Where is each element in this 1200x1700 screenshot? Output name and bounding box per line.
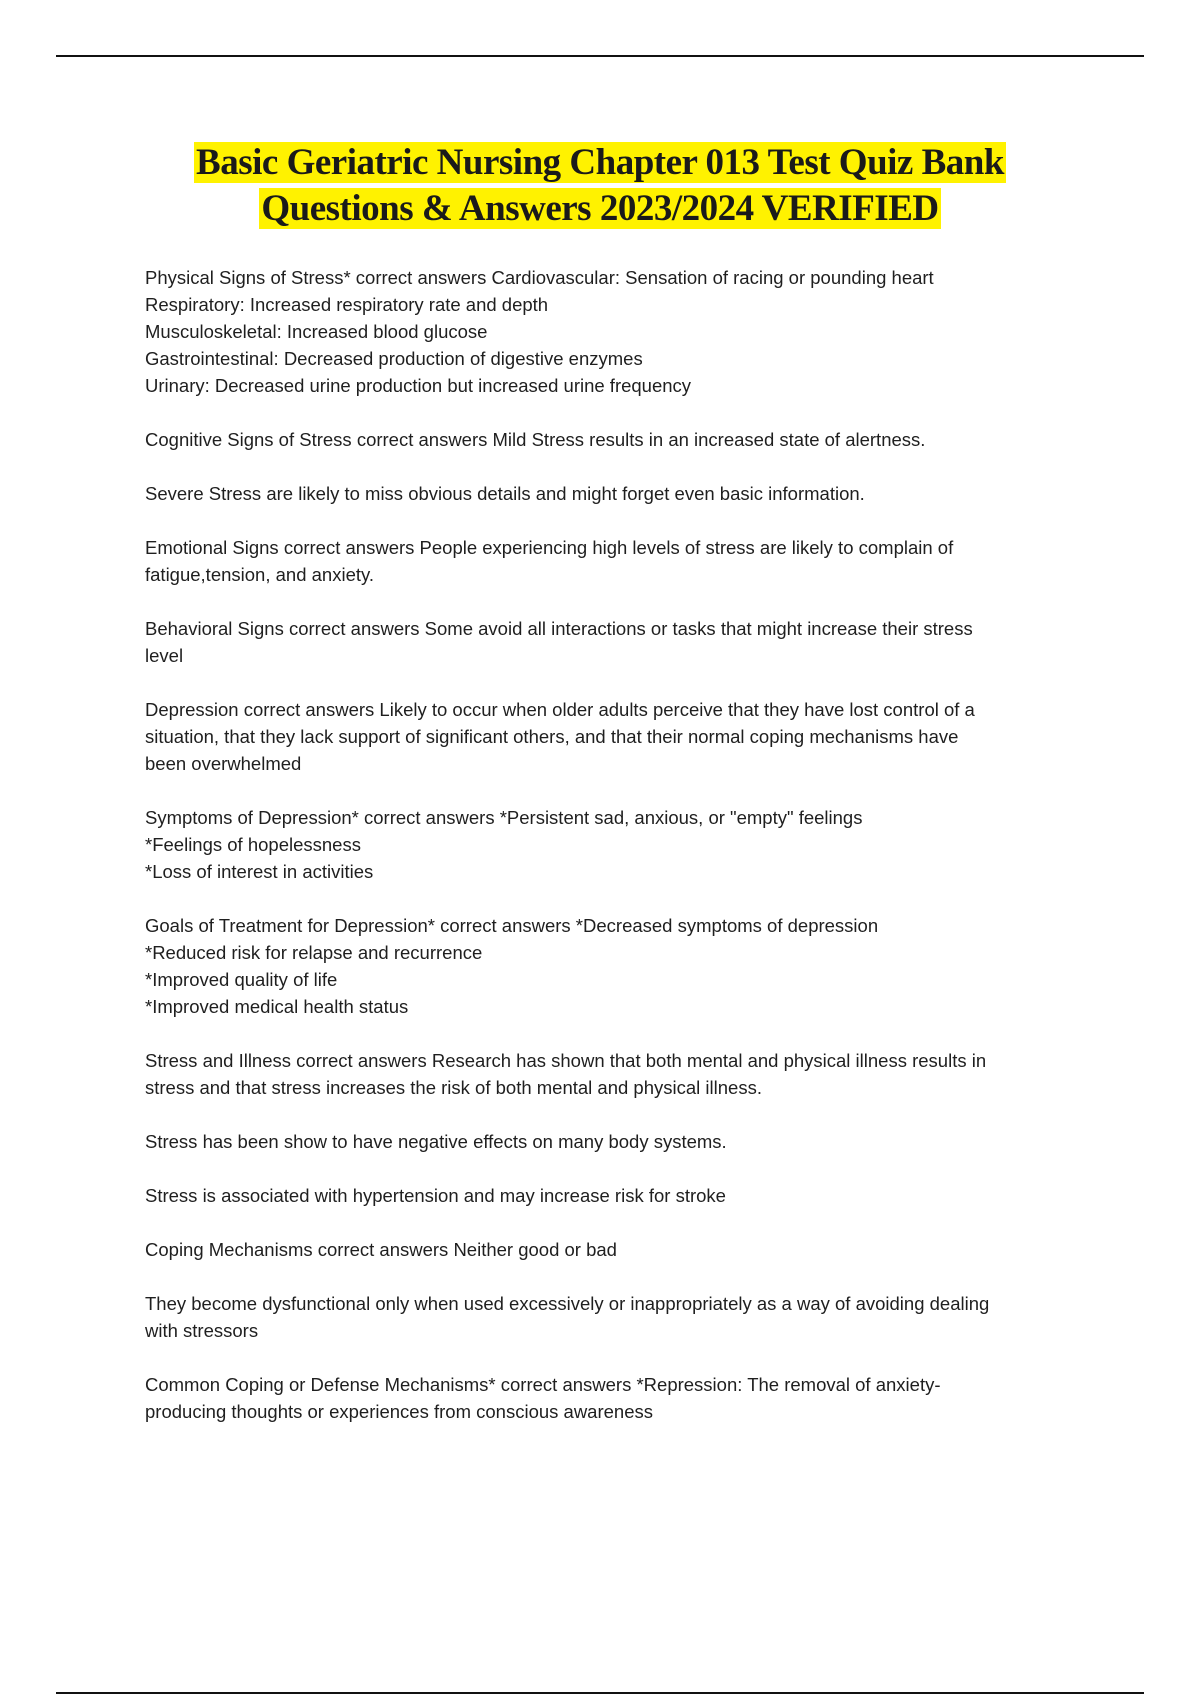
paragraph-line: *Feelings of hopelessness <box>145 834 361 855</box>
paragraph-line: Stress has been show to have negative effects on many body systems. <box>145 1131 727 1152</box>
paragraph-line: Common Coping or Defense Mechanisms* correct answers *Repression: The removal of anxiety- <box>145 1374 941 1395</box>
top-rule <box>56 55 1144 57</box>
paragraph-line: Symptoms of Depression* correct answers *Persistent sad, anxious, or "empty" feelings <box>145 807 863 828</box>
qa-paragraph <box>145 1290 1075 1344</box>
paragraph-line: Urinary: Decreased urine production but increased urine frequency <box>145 375 692 396</box>
qa-paragraph <box>145 1047 1075 1101</box>
paragraph-line: *Improved quality of life <box>145 969 338 990</box>
document-body <box>145 264 1075 1452</box>
paragraph-line: Stress is associated with hypertension and may increase risk for stroke <box>145 1185 726 1206</box>
qa-paragraph <box>145 264 1075 399</box>
paragraph-line: Respiratory: Increased respiratory rate and depth <box>145 294 549 315</box>
qa-paragraph <box>145 1371 1075 1425</box>
paragraph-line: level <box>145 645 184 666</box>
paragraph-line: Depression correct answers Likely to occur when older adults perceive that they have lost control of a <box>145 699 975 720</box>
qa-paragraph <box>145 426 1075 453</box>
paragraph-line: Severe Stress are likely to miss obvious details and might forget even basic information. <box>145 483 865 504</box>
title-line-1: Basic Geriatric Nursing Chapter 013 Test Quiz Bank <box>196 142 1004 183</box>
paragraph-line: Behavioral Signs correct answers Some avoid all interactions or tasks that might increase their stress <box>145 618 973 639</box>
paragraph-line: situation, that they lack support of significant others, and that their normal coping mechanisms have <box>145 726 959 747</box>
qa-paragraph <box>145 1182 1075 1209</box>
qa-paragraph <box>145 696 1075 777</box>
paragraph-line: They become dysfunctional only when used excessively or inappropriately as a way of avoiding dealing <box>145 1293 990 1314</box>
paragraph-line: Musculoskeletal: Increased blood glucose <box>145 321 488 342</box>
bottom-rule <box>56 1692 1144 1694</box>
qa-paragraph <box>145 912 1075 1020</box>
paragraph-line: been overwhelmed <box>145 753 302 774</box>
qa-paragraph <box>145 1236 1075 1263</box>
qa-paragraph <box>145 534 1075 588</box>
paragraph-line: Stress and Illness correct answers Research has shown that both mental and physical illness results in <box>145 1050 987 1071</box>
paragraph-line: producing thoughts or experiences from conscious awareness <box>145 1401 654 1422</box>
paragraph-line: with stressors <box>145 1320 259 1341</box>
title-line-2: Questions & Answers 2023/2024 VERIFIED <box>261 188 939 229</box>
paragraph-line: Goals of Treatment for Depression* correct answers *Decreased symptoms of depression <box>145 915 879 936</box>
paragraph-line: Physical Signs of Stress* correct answers Cardiovascular: Sensation of racing or pounding heart <box>145 267 934 288</box>
paragraph-line: Cognitive Signs of Stress correct answers Mild Stress results in an increased state of alertness. <box>145 429 926 450</box>
paragraph-line: *Reduced risk for relapse and recurrence <box>145 942 483 963</box>
qa-paragraph <box>145 1128 1075 1155</box>
paragraph-line: Gastrointestinal: Decreased production of digestive enzymes <box>145 348 643 369</box>
paragraph-line: fatigue,tension, and anxiety. <box>145 564 375 585</box>
paragraph-line: Coping Mechanisms correct answers Neither good or bad <box>145 1239 617 1260</box>
qa-paragraph <box>145 804 1075 885</box>
paragraph-line: *Loss of interest in activities <box>145 861 374 882</box>
paragraph-line: Emotional Signs correct answers People experiencing high levels of stress are likely to complain of <box>145 537 954 558</box>
paragraph-line: stress and that stress increases the risk of both mental and physical illness. <box>145 1077 762 1098</box>
qa-paragraph <box>145 615 1075 669</box>
document-title <box>100 140 1100 232</box>
paragraph-line: *Improved medical health status <box>145 996 409 1017</box>
qa-paragraph <box>145 480 1075 507</box>
